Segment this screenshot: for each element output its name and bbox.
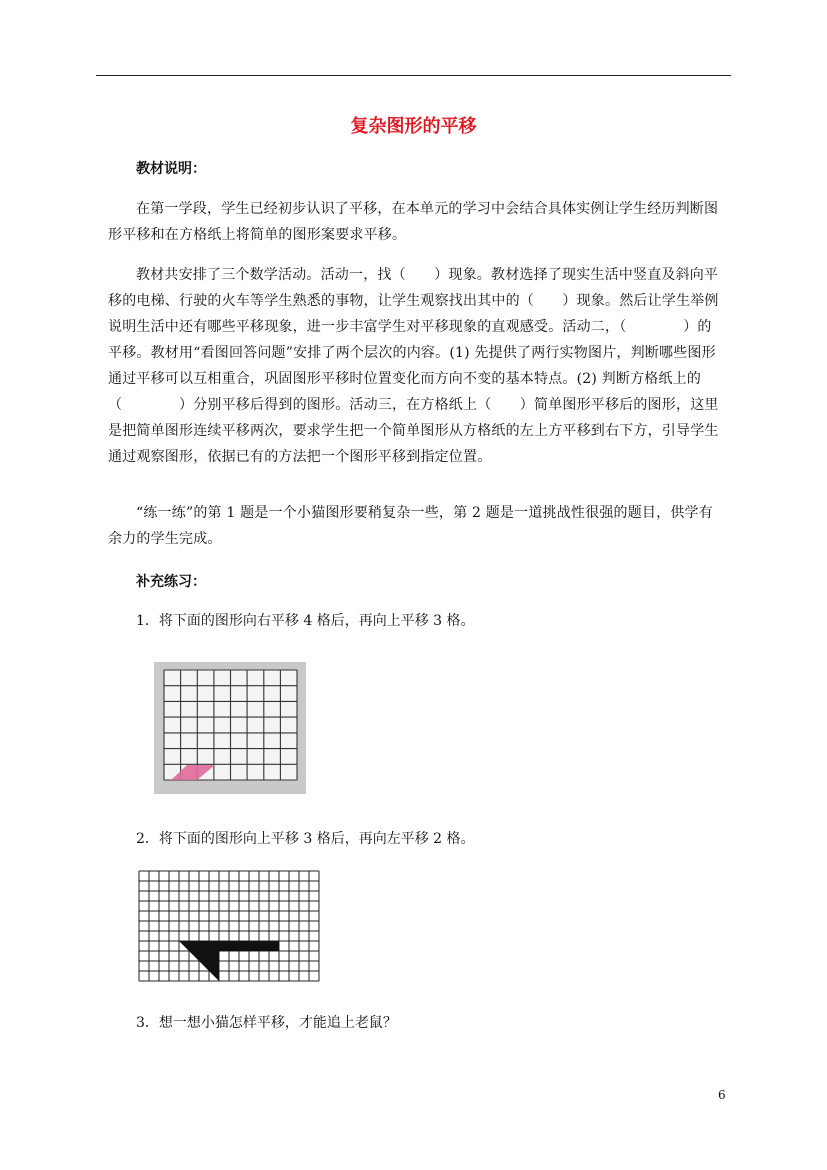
paragraph-1-text: 在第一学段，学生已经初步认识了平移，在本单元的学习中会结合具体实例让学生经历判断图形平移和在方格纸上将简单的图形案要求平移。	[108, 201, 719, 243]
paragraph-2	[108, 262, 722, 470]
paragraph-3	[108, 500, 722, 552]
question-1: 1．将下面的图形向右平移 4 格后，再向上平移 3 格。	[136, 613, 475, 629]
section-heading-textbook: 教材说明：	[136, 161, 206, 177]
question-2: 2．将下面的图形向上平移 3 格后，再向左平移 2 格。	[136, 831, 475, 847]
section-heading-exercises: 补充练习：	[136, 574, 206, 590]
figure-2-grid	[138, 870, 320, 982]
page-number: 6	[718, 1088, 726, 1102]
header-rule	[96, 75, 731, 76]
grid-lines	[139, 871, 319, 981]
paragraph-1	[108, 196, 722, 248]
figure-1-grid-photo	[154, 662, 306, 794]
paragraph-2-text: 教材共安排了三个数学活动。活动一，找（ ）现象。教材选择了现实生活中竖直及斜向平移的电梯、行驶的火车等学生熟悉的事物，让学生观察找出其中的（ ）现象。然后让学生举例说明生活中还有哪些平移现象，进一步丰富学生对平移现象的直观感受。活动二，（ ）的平移。教材用“看图回答问题”安排了两个层次的内容。(1) 先提供了两行实物图片，判断哪些图形通过平移可以互相重合，巩固图形平移时位置变化而方向不变的基本特点。(2) 判断方格纸上的（ ）分别平移后得到的图形。活动三，在方格纸上（ ）简单图形平移后的图形，这里是把简单图形连续平移两次，要求学生把一个简单图形从方格纸的左上方平移到右下方，引导学生通过观察图形，依据已有的方法把一个图形平移到指定位置。	[108, 267, 719, 465]
question-3: 3．想一想小猫怎样平移，才能追上老鼠？	[136, 1015, 397, 1031]
document-title: 复杂图形的平移	[350, 116, 477, 137]
paragraph-3-text: “练一练”的第 1 题是一个小猫图形要稍复杂一些，第 2 题是一道挑战性很强的题目，供学有余力的学生完成。	[108, 505, 713, 547]
